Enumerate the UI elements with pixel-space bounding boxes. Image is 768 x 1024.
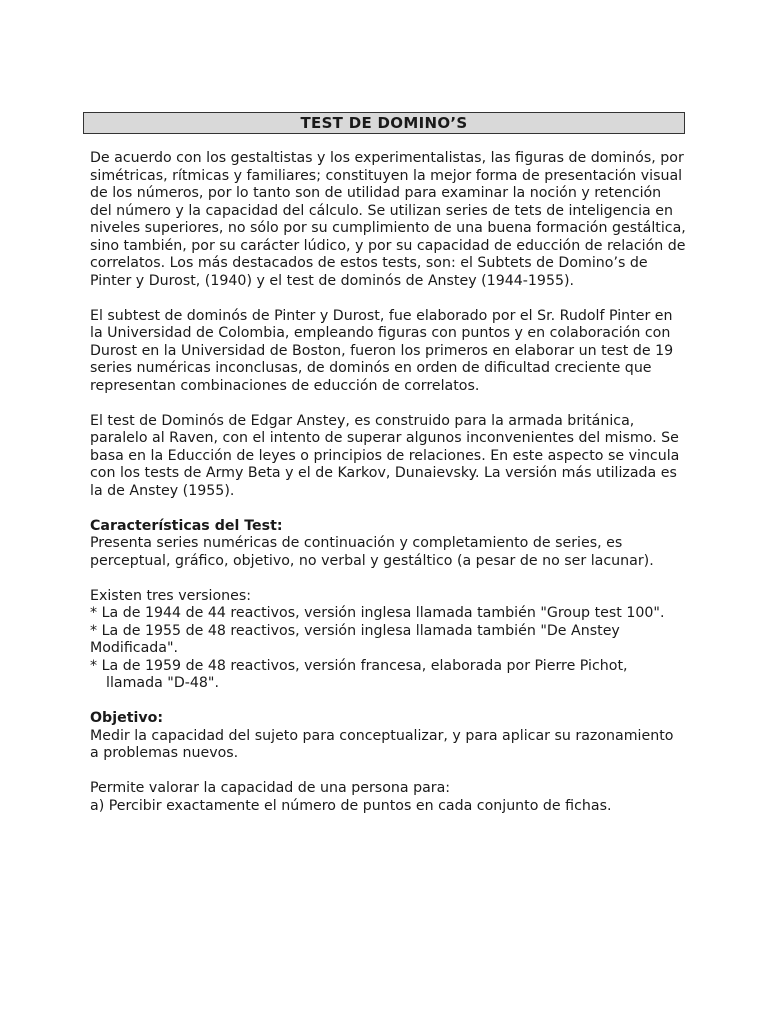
version-item-1959: * La de 1959 de 48 reactivos, versión francesa, elaborada por Pierre Pichot, [90,657,628,674]
section-objective [90,710,686,763]
section-abilities [90,780,686,815]
paragraph-pinter-durost: El subtest de dominós de Pinter y Durost, fue elaborado por el Sr. Rudolf Pinter en la Universidad de Colombia, empleando figuras con puntos y en colaboración con Durost en la Universidad de Boston, fueron los primeros en elaborar un test de 19 series numéricas inconclusas, de dominós en orden de dificultad creciente que representan combinaciones de educción de correlatos. [90,307,674,394]
paragraph-anstey: El test de Dominós de Edgar Anstey, es construido para la armada británica, paralelo al Raven, con el intento de superar algunos inconvenientes del mismo. Se basa en la Educción de leyes o principios de relaciones. En este aspecto se vincula con los tests de Army Beta y el de Karkov, Dunaievsky. La versión más utilizada es la de Anstey (1955). [90,412,680,499]
paragraph-intro: De acuerdo con los gestaltistas y los experimentalistas, las figuras de dominós, por simétricas, rítmicas y familiares; constituyen la mejor forma de presentación visual de los números, por lo tanto son de utilidad para examinar la noción y retención del número y la capacidad del cálculo. Se utilizan series de tets de inteligencia en niveles superiores, no sólo por su cumplimiento de una buena formación gestáltica, sino también, por su carácter lúdico, y por su capacidad de educción de relación de correlatos. Los más destacados de estos tests, son: el Subtets de Domino’s de Pinter y Durost, (1940) y el test de dominós de Anstey (1944-1955). [90,150,686,289]
characteristics-text: Presenta series numéricas de continuación y completamiento de series, es perceptual, gráfico, objetivo, no verbal y gestáltico (a pesar de no ser lacunar). [90,535,654,569]
abilities-intro: Permite valorar la capacidad de una persona para: [90,780,451,796]
section-characteristics [90,518,686,571]
objective-heading: Objetivo: [90,710,164,726]
version-item-1959-cont: llamada "D-48". [106,675,219,691]
objective-text: Medir la capacidad del sujeto para conceptualizar, y para aplicar su razonamiento a problemas nuevos. [90,727,674,761]
version-item-1944: * La de 1944 de 44 reactivos, versión inglesa llamada también "Group test 100". [90,605,665,621]
document-title: TEST DE DOMINO’S [83,112,685,134]
ability-item-a: a) Percibir exactamente el número de puntos en cada conjunto de fichas. [90,797,612,814]
versions-intro: Existen tres versiones: [90,587,252,604]
section-versions [90,588,686,693]
characteristics-heading: Características del Test: [90,517,283,534]
document-body [90,150,686,833]
version-item-1955: * La de 1955 de 48 reactivos, versión inglesa llamada también "De Anstey Modificada". [90,622,620,656]
